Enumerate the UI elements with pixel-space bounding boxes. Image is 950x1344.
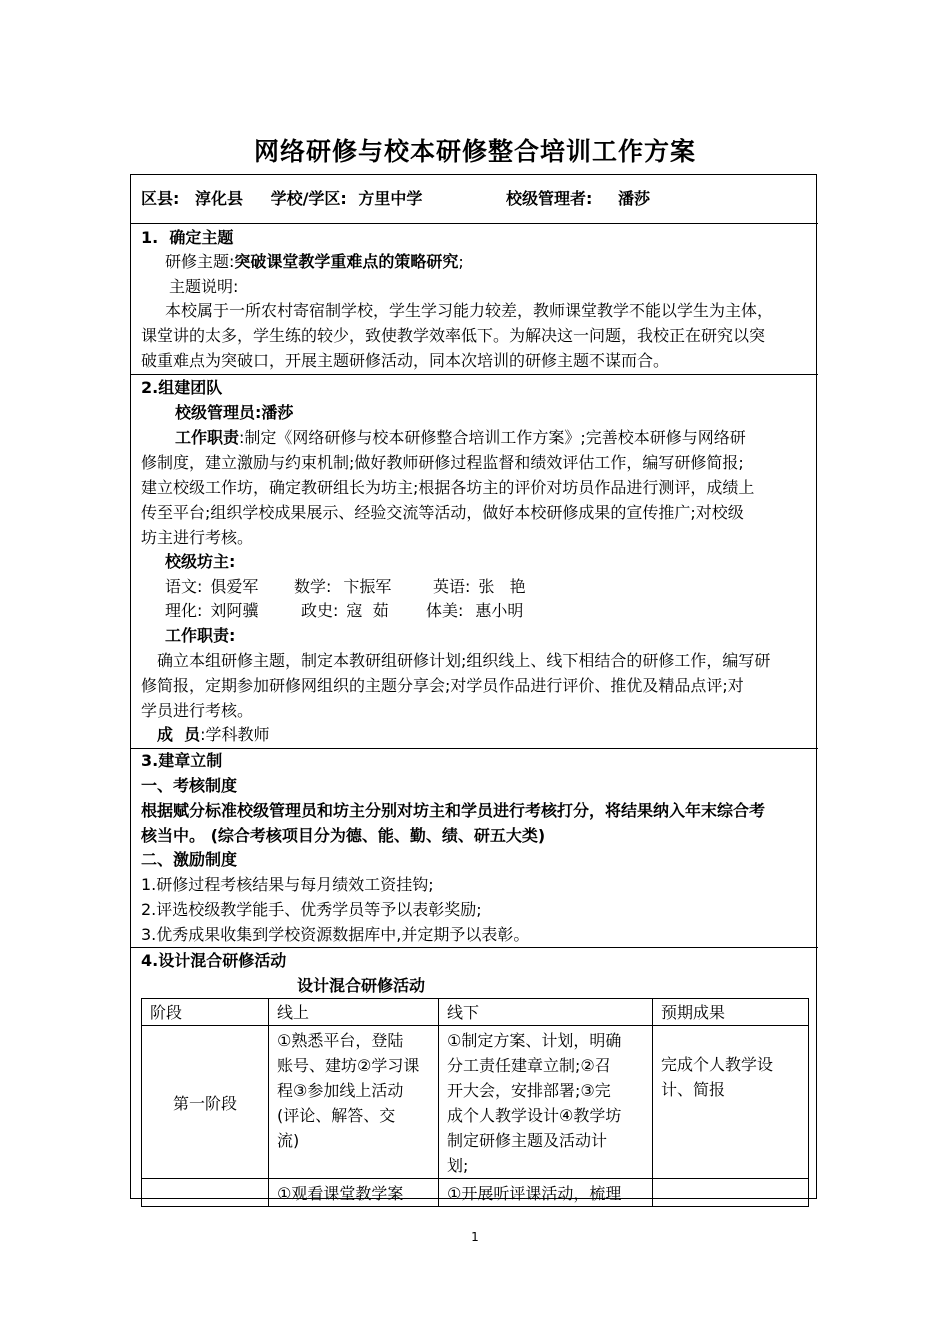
topic-desc-line: 破重难点为突破口，开展主题研修活动，同本次培训的研修主题不谋而合。 <box>141 351 670 370</box>
section4-heading: 4.设计混合研修活动 <box>141 951 287 970</box>
topic-desc-line: 课堂讲的太多，学生练的较少，致使教学效率低下。为解决这一问题，我校正在研究以突 <box>141 326 766 345</box>
result-cell <box>653 1179 809 1207</box>
table-header-row <box>142 999 809 1026</box>
online-cell: ①观看课堂教学案 <box>269 1179 439 1207</box>
stage-cell: 第一阶段 <box>142 1026 269 1179</box>
page-number: 1 <box>471 1230 479 1244</box>
incentive-item: 2.评选校级教学能手、优秀学员等予以表彰奖励; <box>141 900 482 919</box>
members-value: :学科教师 <box>200 725 270 744</box>
offline-cell: ①制定方案、计划，明确 分工责任建章立制;②召 开大会，安排部署;③完 成个人教学设计④教学坊 制定研修主题及活动计 划; <box>439 1026 653 1179</box>
host-entry: 理化: 刘阿骥 <box>165 601 259 620</box>
assess-line: 根据赋分标准校级管理员和坊主分别对坊主和学员进行考核打分，将结果纳入年末综合考 <box>141 801 766 820</box>
school-label: 学校/学区: <box>270 189 347 208</box>
column-header: 线上 <box>269 999 439 1026</box>
result-cell: 完成个人教学设 计、简报 <box>653 1026 809 1179</box>
county-value: 淳化县 <box>194 189 243 208</box>
host-entry: 英语: 张 艳 <box>433 577 526 596</box>
offline-cell: ①开展听评课活动，梳理 <box>439 1179 653 1207</box>
incentive-item: 3.优秀成果收集到学校资源数据库中,并定期予以表彰。 <box>141 925 530 944</box>
row-divider <box>130 748 818 749</box>
stage-cell <box>142 1179 269 1207</box>
host-entry: 数学: 卞振军 <box>294 577 392 596</box>
admin-line: 校级管理员:潘莎 <box>175 403 294 422</box>
activity-table-title: 设计混合研修活动 <box>297 976 426 995</box>
topic-desc-line: 本校属于一所农村寄宿制学校，学生学习能力较差，教师课堂教学不能以学生为主体， <box>165 301 774 320</box>
host-entry: 体美: 惠小明 <box>426 601 524 620</box>
duty-line: 建立校级工作坊，确定教研组长为坊主;根据各坊主的评价对坊员作品进行测评，成绩上 <box>141 478 755 497</box>
duty2-line: 确立本组研修主题，制定本教研组研修计划;组织线上、线下相结合的研修工作，编写研 <box>157 651 771 670</box>
school-value: 方里中学 <box>358 189 423 208</box>
row-divider <box>130 223 818 224</box>
duty-line: 传至平台;组织学校成果展示、经验交流等活动，做好本校研修成果的宣传推广;对校级 <box>141 503 744 522</box>
host-entry: 语文: 俱爱军 <box>165 577 259 596</box>
assess-line: 核当中。 (综合考核项目分为德、能、勤、绩、研五大类) <box>141 826 546 845</box>
county-label: 区县: <box>141 189 180 208</box>
topic-line <box>165 251 464 273</box>
header-row <box>141 188 650 210</box>
duty2-line: 修简报，定期参加研修网组织的主题分享会;对学员作品进行评价、推优及精品点评;对 <box>141 676 744 695</box>
duty-label: 工作职责 <box>175 428 240 447</box>
topic-label: 研修主题: <box>165 252 235 271</box>
incentive-item: 1.研修过程考核结果与每月绩效工资挂钩; <box>141 875 434 894</box>
duty-first-line <box>175 427 746 449</box>
online-cell: ①熟悉平台，登陆 账号、建坊②学习课 程③参加线上活动 (评论、解答、交 流) <box>269 1026 439 1179</box>
duty-line: 修制度，建立激励与约束机制;做好教师研修过程监督和绩效评估工作，编写研修简报; <box>141 453 744 472</box>
topic-end: ; <box>458 252 464 271</box>
table-row <box>142 1026 809 1179</box>
row-divider <box>130 947 818 948</box>
manager-label: 校级管理者: <box>506 189 593 208</box>
members-line <box>157 724 270 746</box>
section1-heading: 1. 确定主题 <box>141 228 234 247</box>
manager-value: 潘莎 <box>617 189 650 208</box>
section3-heading: 3.建章立制 <box>141 751 223 770</box>
column-header: 预期成果 <box>653 999 809 1026</box>
duty-text: :制定《网络研修与校本研修整合培训工作方案》;完善校本研修与网络研 <box>239 428 746 447</box>
host-entry: 政史: 寇 茹 <box>301 601 389 620</box>
duty-line: 坊主进行考核。 <box>141 528 254 547</box>
hosts-label: 校级坊主: <box>165 552 236 571</box>
column-header: 阶段 <box>142 999 269 1026</box>
row-divider <box>130 374 818 375</box>
incentive-subheading: 二、激励制度 <box>141 850 238 869</box>
duty2-line: 学员进行考核。 <box>141 701 254 720</box>
duty2-label: 工作职责: <box>165 626 236 645</box>
topic-desc-label: 主题说明: <box>169 277 239 296</box>
activity-table <box>141 998 809 1207</box>
assess-subheading: 一、考核制度 <box>141 776 238 795</box>
table-row <box>142 1179 809 1207</box>
document-title: 网络研修与校本研修整合培训工作方案 <box>253 137 696 166</box>
section2-heading: 2.组建团队 <box>141 378 223 397</box>
column-header: 线下 <box>439 999 653 1026</box>
topic-value: 突破课堂教学重难点的策略研究 <box>234 252 459 271</box>
members-label: 成 员 <box>157 725 201 744</box>
